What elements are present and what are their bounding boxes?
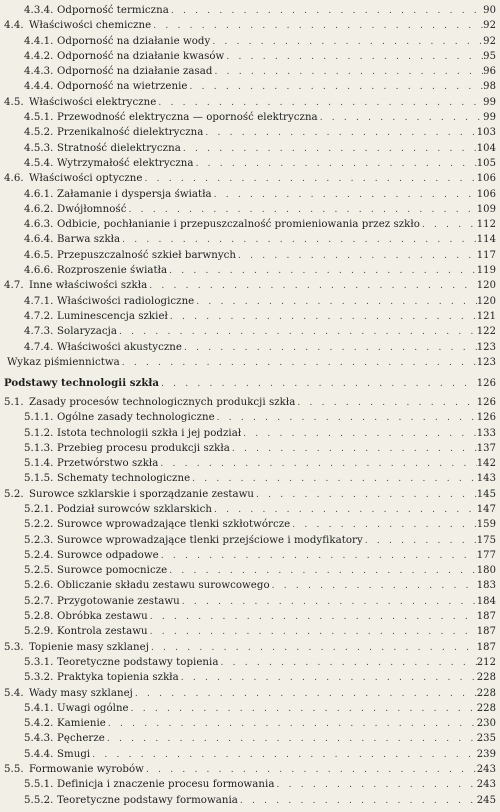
toc-entry	[0, 487, 500, 502]
toc-entry-page: 243	[476, 779, 496, 791]
toc-entry-number: 4.6.6.	[24, 265, 54, 277]
toc-entry-number: 5.1.1.	[24, 412, 54, 424]
toc-entry-title: Właściwości radiologiczne	[57, 295, 195, 307]
toc-entry-page: 95	[483, 50, 496, 62]
toc-entry-page: 103	[476, 127, 496, 139]
toc-entry-page: 121	[476, 310, 496, 322]
dot-leader	[254, 488, 477, 503]
toc-entry-number: 4.5.	[4, 96, 24, 108]
toc-entry-page: 180	[476, 565, 496, 577]
toc-entry-page: 187	[476, 641, 496, 653]
toc-entry	[0, 18, 500, 33]
toc-entry	[0, 686, 500, 701]
dot-leader	[181, 142, 477, 157]
dot-leader	[213, 65, 484, 80]
toc-entry	[0, 110, 500, 125]
dot-leader	[148, 610, 477, 625]
toc-entry-page: 106	[476, 188, 496, 200]
toc-entry-number: 4.7.1.	[24, 295, 54, 307]
toc-entry-title: Kontrola zestawu	[57, 626, 148, 638]
toc-entry-title: Przygotowanie zestawu	[57, 595, 180, 607]
dot-leader	[149, 641, 477, 656]
toc-entry-number: 5.5.1.	[24, 779, 54, 791]
toc-entry	[0, 232, 500, 247]
dot-leader	[194, 157, 477, 172]
toc-entry-number: 4.5.3.	[24, 142, 54, 154]
toc-entry-title: Właściwości elektryczne	[29, 96, 157, 108]
toc-entry-number: 5.2.	[4, 488, 24, 500]
toc-entry-page: 123	[476, 341, 496, 353]
dot-leader	[117, 325, 477, 340]
toc-entry-title: Przetwórstwo szkła	[57, 458, 159, 470]
toc-entry-title: Odporność na działanie zasad	[57, 66, 213, 78]
dot-leader	[169, 4, 483, 19]
toc-entry-title: Przebieg procesu produkcji szkła	[57, 442, 230, 454]
toc-entry-number: 5.2.2.	[24, 519, 54, 531]
toc-entry-number: 4.5.2.	[24, 127, 54, 139]
toc-entry-title: Smugi	[57, 748, 91, 760]
toc-entry-page: 228	[476, 687, 496, 699]
toc-entry-number: 4.4.3.	[24, 66, 54, 78]
toc-entry-page: 120	[476, 280, 496, 292]
dot-leader	[230, 442, 477, 457]
toc-entry-number: 4.6.	[4, 173, 24, 185]
toc-entry-title: Stratność dielektryczna	[57, 142, 181, 154]
toc-entry	[0, 578, 500, 593]
toc-entry-page: 177	[476, 549, 496, 561]
toc-entry-number: 4.6.1.	[24, 188, 54, 200]
toc-entry-number: 4.4.1.	[24, 35, 54, 47]
toc-entry-page: 143	[476, 473, 496, 485]
dot-leader	[147, 279, 477, 294]
dot-leader	[290, 518, 477, 533]
toc-entry-title: Załamanie i dyspersja światła	[57, 188, 212, 200]
toc-entry-title: Podstawy technologii szkła	[4, 376, 160, 389]
toc-entry-number: 5.4.	[4, 687, 24, 699]
toc-entry	[0, 701, 500, 716]
toc-entry-page: 243	[476, 764, 496, 776]
toc-entry	[0, 395, 500, 410]
dot-leader	[241, 427, 477, 442]
dot-leader	[148, 625, 477, 640]
toc-entry-number: 4.5.4.	[24, 157, 54, 169]
toc-entry-number: 5.2.4.	[24, 549, 54, 561]
toc-entry-title: Surowce odpadowe	[57, 549, 159, 561]
toc-entry	[0, 79, 500, 94]
toc-entry	[0, 309, 500, 324]
toc-entry-number: 4.6.5.	[24, 249, 54, 261]
dot-leader	[90, 748, 477, 763]
toc-entry	[0, 762, 500, 777]
toc-entry-number: 4.4.2.	[24, 50, 54, 62]
dot-leader	[295, 396, 476, 411]
toc-entry-number: 5.1.	[4, 396, 24, 408]
toc-entry	[0, 640, 500, 655]
toc-entry	[0, 793, 500, 808]
dot-leader	[236, 249, 477, 264]
toc-entry-title: Teoretyczne podstawy formowania	[57, 794, 238, 806]
toc-entry-number: 4.7.2.	[24, 310, 54, 322]
toc-entry-page: 109	[476, 203, 496, 215]
toc-entry-page: 245	[476, 794, 496, 806]
toc-entry-title: Inne właściwości szkła	[29, 280, 148, 292]
toc-entry	[0, 410, 500, 425]
toc-entry-page: 159	[476, 519, 496, 531]
toc-entry-page: 239	[476, 748, 496, 760]
toc-entry-title: Pęcherze	[57, 733, 105, 745]
toc-entry-page: 92	[483, 20, 496, 32]
toc-entry-number: 4.5.1.	[24, 112, 54, 124]
toc-entry-title: Teoretyczne podstawy topienia	[57, 656, 219, 668]
toc-entry	[0, 202, 500, 217]
toc-entry	[0, 731, 500, 746]
toc-entry-number: 4.7.3.	[24, 326, 54, 338]
toc-entry-title: Istota technologii szkła i jej podział	[57, 427, 242, 439]
toc-entry-page: 96	[483, 66, 496, 78]
toc-entry-title: Odporność na działanie kwasów	[57, 50, 225, 62]
toc-entry-page: 122	[476, 326, 496, 338]
dot-leader	[420, 218, 477, 233]
toc-entry-page: 117	[476, 249, 496, 261]
dot-leader	[133, 687, 477, 702]
toc-entry-number: 5.1.4.	[24, 458, 54, 470]
toc-entry-number: 4.6.3.	[24, 219, 54, 231]
toc-entry-page: 90	[483, 5, 496, 16]
toc-entry-number: 5.1.2.	[24, 427, 54, 439]
toc-entry-number: 5.5.	[4, 764, 24, 776]
toc-entry	[0, 34, 500, 49]
dot-leader	[106, 717, 477, 732]
toc-entry-page: 187	[476, 626, 496, 638]
toc-entry	[0, 294, 500, 309]
toc-entry	[0, 217, 500, 232]
toc-entry-title: Właściwości optyczne	[29, 173, 143, 185]
toc-entry-title: Luminescencja szkieł	[57, 310, 168, 322]
toc-entry-number: 4.4.	[4, 20, 24, 32]
dot-leader	[120, 233, 477, 248]
toc-entry-page: 142	[476, 458, 496, 470]
dot-leader	[212, 188, 477, 203]
dot-leader	[188, 80, 484, 95]
toc-entry-page: 230	[476, 718, 496, 730]
toc-entry-page: 99	[483, 96, 496, 108]
toc-entry-title: Surowce szklarskie i sporządzanie zestawu	[29, 488, 254, 500]
toc-entry-number: 4.7.	[4, 280, 24, 292]
toc-entry-page: 183	[476, 580, 496, 592]
toc-entry	[0, 471, 500, 486]
toc-entry	[0, 716, 500, 731]
toc-entry	[0, 777, 500, 792]
toc-entry-title: Zasady procesów technologicznych produkcji szkła	[29, 396, 296, 408]
toc-entry-title: Topienie masy szklanej	[29, 641, 149, 653]
toc-entry	[0, 3, 500, 18]
toc-entry-title: Odporność na działanie wody	[57, 35, 211, 47]
toc-entry-number: 5.4.3.	[24, 733, 54, 745]
toc-entry	[0, 563, 500, 578]
toc-entry	[0, 156, 500, 171]
toc-entry-page: 120	[476, 295, 496, 307]
toc-entry-title: Definicja i znaczenie procesu formowania	[57, 779, 275, 791]
toc-entry-page: 126	[476, 396, 496, 408]
dot-leader	[224, 50, 483, 65]
toc-entry-title: Przenikalność dielektryczna	[57, 127, 204, 139]
dot-leader	[318, 111, 483, 126]
toc-entry-page: 187	[476, 611, 496, 623]
toc-entry-number: 5.2.8.	[24, 611, 54, 623]
dot-leader	[129, 702, 477, 717]
toc-entry-number: 5.2.7.	[24, 595, 54, 607]
toc-entry	[0, 456, 500, 471]
dot-leader	[274, 778, 476, 793]
toc-entry-title: Solaryzacja	[57, 326, 117, 338]
toc-entry-page: 104	[476, 142, 496, 154]
table-of-contents	[0, 3, 500, 808]
dot-leader	[120, 356, 477, 371]
toc-entry-page: 92	[483, 35, 496, 47]
dot-leader	[194, 295, 476, 310]
toc-entry	[0, 355, 500, 370]
toc-entry-title: Odporność na wietrzenie	[57, 81, 188, 93]
toc-entry-title: Odbicie, pochłanianie i przepuszczalność promieniowania przez szkło	[57, 219, 420, 231]
dot-leader	[363, 534, 477, 549]
toc-entry-page: 114	[476, 234, 496, 246]
dot-leader	[203, 126, 476, 141]
toc-entry	[0, 64, 500, 79]
toc-entry	[0, 376, 500, 391]
toc-entry-title: Praktyka topienia szkła	[57, 672, 179, 684]
toc-entry-number: 5.3.1.	[24, 656, 54, 668]
toc-entry-title: Formowanie wyrobów	[29, 764, 144, 776]
toc-entry	[0, 517, 500, 532]
toc-entry-title: Wytrzymałość elektryczna	[57, 157, 194, 169]
toc-entry	[0, 278, 500, 293]
toc-entry	[0, 187, 500, 202]
toc-entry-page: 105	[476, 157, 496, 169]
toc-entry-page: 119	[476, 265, 496, 277]
toc-entry-number: 5.2.6.	[24, 580, 54, 592]
toc-entry	[0, 125, 500, 140]
toc-entry-title: Obróbka zestawu	[57, 611, 148, 623]
dot-leader	[156, 96, 483, 111]
toc-entry-page: 137	[476, 442, 496, 454]
toc-entry-title: Odporność termiczna	[57, 5, 169, 16]
dot-leader	[167, 564, 477, 579]
dot-leader	[151, 19, 483, 34]
toc-entry-title: Podział surowców szklarskich	[57, 504, 212, 515]
toc-entry-number: 5.4.1.	[24, 702, 54, 714]
toc-entry-number: 4.4.4.	[24, 81, 54, 93]
toc-entry	[0, 609, 500, 624]
dot-leader	[238, 794, 477, 809]
toc-entry	[0, 426, 500, 441]
toc-entry	[0, 141, 500, 156]
toc-entry-number: 5.3.	[4, 641, 24, 653]
toc-entry-title: Surowce wprowadzające tlenki przejściowe i modyfikatory	[57, 534, 363, 546]
toc-entry-title: Przewodność elektryczna — oporność elektryczna	[57, 112, 318, 124]
toc-entry	[0, 624, 500, 639]
toc-entry	[0, 49, 500, 64]
toc-entry-number: 5.2.9.	[24, 626, 54, 638]
toc-entry-page: 228	[476, 702, 496, 714]
toc-entry-number: 5.1.3.	[24, 442, 54, 454]
toc-entry-number: 4.3.4.	[24, 5, 54, 16]
dot-leader	[144, 763, 477, 778]
toc-entry	[0, 594, 500, 609]
toc-entry-number: 5.1.5.	[24, 473, 54, 485]
toc-entry-title: Uwagi ogólne	[57, 702, 129, 714]
toc-entry	[0, 95, 500, 110]
toc-entry-title: Właściwości akustyczne	[57, 341, 182, 353]
toc-entry-page: 175	[476, 534, 496, 546]
toc-entry	[0, 670, 500, 685]
toc-entry-number: 5.5.2.	[24, 794, 54, 806]
dot-leader	[218, 656, 476, 671]
toc-entry-title: Kamienie	[57, 718, 106, 730]
dot-leader	[215, 411, 477, 426]
toc-entry-page: 126	[476, 412, 496, 424]
toc-entry-title: Ogólne zasady technologiczne	[57, 412, 215, 424]
dot-leader	[210, 35, 483, 50]
toc-entry-page: 98	[483, 81, 496, 93]
dot-leader	[105, 732, 477, 747]
toc-entry	[0, 655, 500, 670]
dot-leader	[182, 341, 477, 356]
dot-leader	[159, 549, 477, 564]
toc-entry	[0, 171, 500, 186]
dot-leader	[168, 310, 477, 325]
toc-entry-page: 184	[476, 595, 496, 607]
toc-entry	[0, 248, 500, 263]
dot-leader	[270, 579, 477, 594]
toc-entry-page: 112	[476, 219, 496, 231]
toc-entry-page: 228	[476, 672, 496, 684]
toc-entry-title: Barwa szkła	[57, 234, 121, 246]
dot-leader	[212, 503, 477, 518]
toc-entry-title: Obliczanie składu zestawu surowcowego	[57, 580, 270, 592]
dot-leader	[159, 377, 477, 392]
toc-entry-number: 5.2.3.	[24, 534, 54, 546]
toc-entry-page: 133	[476, 427, 496, 439]
toc-entry-page: 145	[476, 488, 496, 500]
toc-entry-title: Przepuszczalność szkieł barwnych	[57, 249, 237, 261]
toc-entry-page: 106	[476, 173, 496, 185]
dot-leader	[190, 472, 477, 487]
toc-entry	[0, 324, 500, 339]
toc-entry	[0, 548, 500, 563]
toc-entry-number: 4.6.2.	[24, 203, 54, 215]
dot-leader	[158, 457, 476, 472]
toc-entry-number: 5.2.5.	[24, 565, 54, 577]
dot-leader	[167, 264, 477, 279]
dot-leader	[143, 172, 477, 187]
toc-entry-number: 4.6.4.	[24, 234, 54, 246]
toc-entry-page: 212	[476, 656, 496, 668]
toc-entry	[0, 533, 500, 548]
toc-entry	[0, 263, 500, 278]
toc-entry-number: 5.4.4.	[24, 748, 54, 760]
toc-entry-number: 4.7.4.	[24, 341, 54, 353]
dot-leader	[180, 595, 477, 610]
toc-entry-title: Rozproszenie światła	[57, 265, 168, 277]
toc-entry-page: 123	[476, 356, 496, 368]
toc-entry-number: 5.4.2.	[24, 718, 54, 730]
toc-entry-title: Dwójłomność	[57, 203, 127, 215]
toc-entry-title: Surowce wprowadzające tlenki szkłotwórcze	[57, 519, 291, 531]
toc-entry-page: 147	[476, 504, 496, 515]
toc-entry-title: Wykaz piśmiennictwa	[7, 356, 120, 368]
toc-entry	[0, 502, 500, 517]
toc-entry	[0, 340, 500, 355]
toc-entry-title: Schematy technologiczne	[57, 473, 191, 485]
dot-leader	[179, 671, 477, 686]
toc-entry-number: 5.3.2.	[24, 672, 54, 684]
toc-entry-title: Właściwości chemiczne	[29, 20, 152, 32]
toc-entry-title: Surowce pomocnicze	[57, 565, 168, 577]
toc-entry-page: 235	[476, 733, 496, 745]
toc-entry	[0, 747, 500, 762]
toc-entry	[0, 441, 500, 456]
toc-entry-page: 99	[483, 112, 496, 124]
toc-entry-number: 5.2.1.	[24, 504, 54, 515]
toc-entry-title: Wady masy szklanej	[29, 687, 133, 699]
toc-entry-page: 126	[476, 377, 496, 389]
dot-leader	[126, 203, 476, 218]
